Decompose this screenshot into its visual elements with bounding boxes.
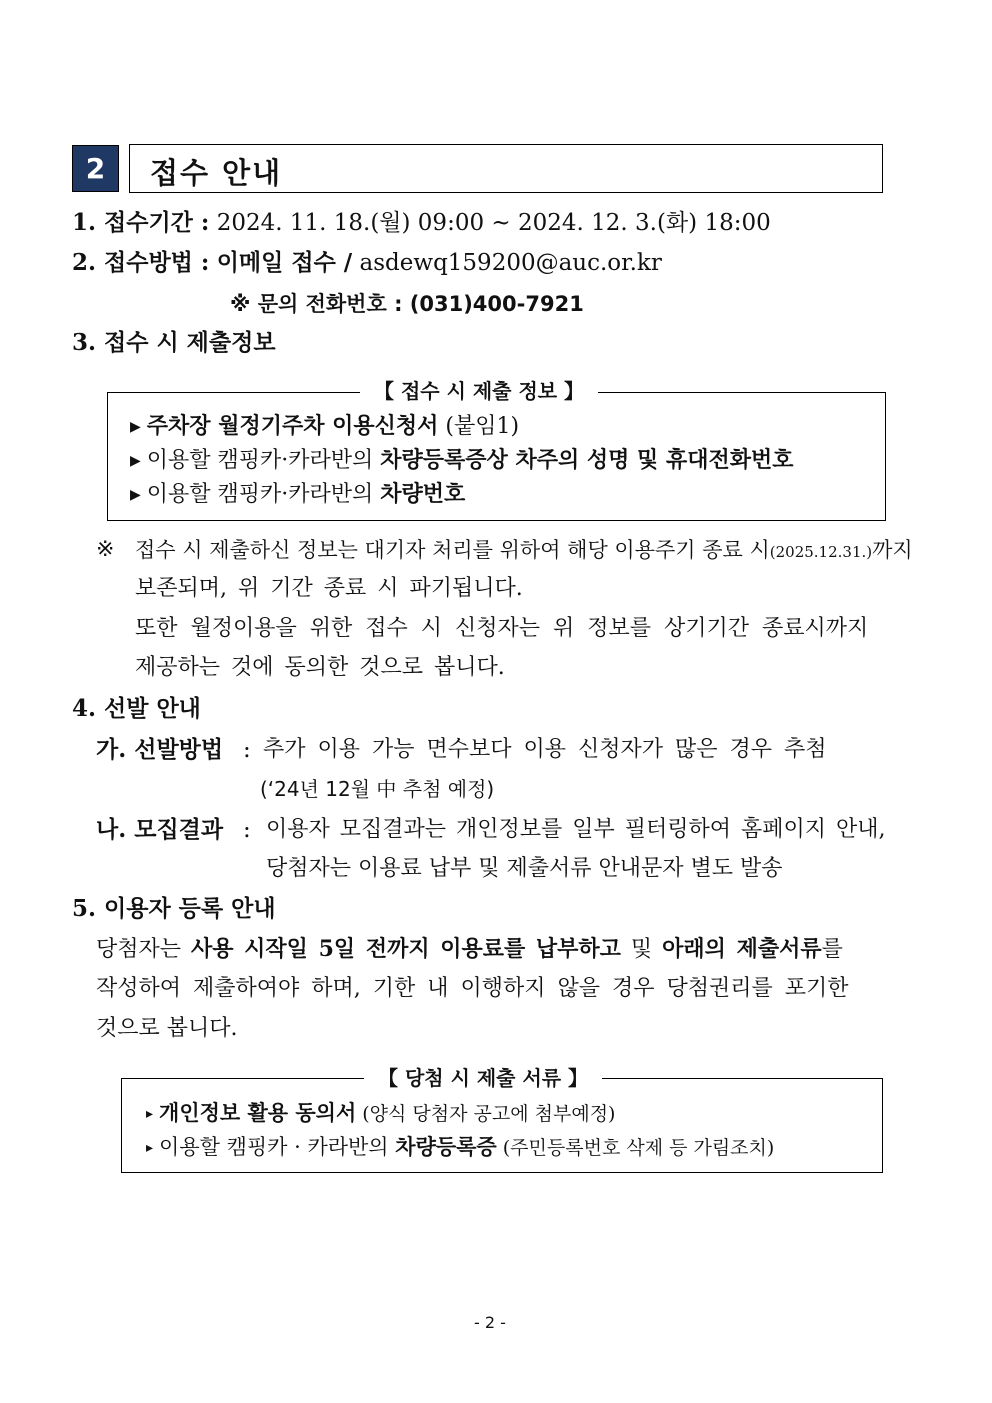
retention-note-end: 까지 (872, 538, 913, 562)
section-title-box (129, 144, 883, 193)
small-triangle-bullet-icon: ▸ (146, 1140, 154, 1156)
registration-emphasis: 아래의 제출서류 (662, 936, 822, 962)
small-triangle-bullet-icon: ▸ (146, 1106, 154, 1122)
selection-heading: 4. 선발 안내 (72, 695, 201, 722)
reception-email-link[interactable]: asdewq159200@auc.or.kr (359, 250, 662, 276)
submission-info-heading: 3. 접수 시 제출정보 (72, 329, 276, 356)
submission-info-item-suffix: (붙임1) (445, 414, 520, 439)
registration-paragraph-line: 작성하여 제출하여야 하며, 기한 내 이행하지 않을 경우 당첨권리를 포기한 (96, 976, 849, 1001)
winner-documents-item-text: 차량등록증 (395, 1134, 497, 1159)
winner-documents-item (146, 1098, 615, 1129)
winner-documents-box-title: 【 당첨 시 제출 서류 】 (364, 1063, 602, 1093)
reception-method-line (72, 248, 662, 278)
reception-period-line (72, 208, 771, 238)
submission-info-item (130, 445, 793, 476)
registration-text: 를 (821, 937, 843, 962)
recruit-result-text: 이용자 모집결과는 개인정보를 일부 필터링하여 홈페이지 안내, (266, 817, 886, 842)
recruit-result-label: 나. 모집결과 (96, 816, 224, 843)
submission-info-item-prefix: 이용할 캠핑카·카라반의 (146, 482, 381, 507)
registration-paragraph-line: 것으로 봅니다. (96, 1016, 238, 1041)
retention-note-text: 접수 시 제출하신 정보는 대기자 처리를 위하여 해당 이용주기 종료 시 (135, 538, 770, 562)
reception-period-value: 2024. 11. 18.(월) 09:00 ~ 2024. 12. 3.(화) 18:00 (216, 210, 771, 236)
recruit-result-text-2: 당첨자는 이용료 납부 및 제출서류 안내문자 별도 발송 (266, 856, 783, 881)
page-number: - 2 - (474, 1313, 506, 1332)
retention-note-date: (2025.12.31.) (769, 543, 873, 561)
submission-info-item-text: 차량등록증상 차주의 성명 및 휴대전화번호 (380, 447, 794, 473)
reception-method-label: 2. 접수방법 : (72, 249, 210, 276)
winner-documents-item-suffix: (주민등록번호 삭제 등 가림조치) (496, 1137, 775, 1159)
winner-documents-item-prefix: 이용할 캠핑카 · 카라반의 (159, 1135, 396, 1159)
selection-method-colon: : (243, 737, 251, 763)
triangle-bullet-icon: ▶ (130, 419, 141, 435)
selection-method-text: 추가 이용 가능 면수보다 이용 신청자가 많은 경우 추첨 (263, 737, 827, 762)
submission-info-item-text: 주차장 월정기주차 이용신청서 (146, 413, 439, 439)
submission-info-item (130, 411, 519, 442)
selection-method-label: 가. 선발방법 (96, 736, 224, 763)
section-number: 2 (85, 152, 106, 185)
triangle-bullet-icon: ▶ (130, 453, 141, 469)
retention-note-line: 또한 월정이용을 위한 접수 시 신청자는 위 정보를 상기기간 종료시까지 (135, 616, 869, 641)
submission-info-item (130, 479, 465, 510)
registration-text: 당첨자는 (96, 937, 192, 962)
reception-period-label: 1. 접수기간 : (72, 209, 210, 236)
reception-method-value: 이메일 접수 / (216, 249, 353, 276)
winner-documents-item-text: 개인정보 활용 동의서 (159, 1100, 357, 1125)
registration-text: 및 (620, 937, 663, 962)
submission-info-item-prefix: 이용할 캠핑카·카라반의 (146, 448, 381, 473)
recruit-result-colon: : (243, 817, 251, 843)
triangle-bullet-icon: ▶ (130, 487, 141, 503)
selection-method-note: (‘24년 12월 中 추첨 예정) (260, 777, 495, 801)
retention-note-mark: ※ (96, 537, 115, 562)
retention-note-line: 제공하는 것에 동의한 것으로 봅니다. (135, 655, 505, 680)
retention-note-line: 보존되며, 위 기간 종료 시 파기됩니다. (135, 576, 523, 601)
winner-documents-item-suffix: (양식 당첨자 공고에 첨부예정) (356, 1103, 616, 1125)
contact-phone-note: ※ 문의 전화번호 : (031)400-7921 (230, 292, 584, 316)
retention-note-line (135, 535, 913, 567)
registration-paragraph-line (96, 934, 843, 965)
registration-heading: 5. 이용자 등록 안내 (72, 895, 276, 922)
winner-documents-item (146, 1132, 774, 1163)
section-title: 접수 안내 (150, 156, 283, 190)
submission-info-item-text: 차량번호 (380, 481, 466, 507)
registration-emphasis: 사용 시작일 5일 전까지 이용료를 납부하고 (191, 936, 621, 962)
section-number-badge (72, 145, 119, 192)
submission-info-box-title: 【 접수 시 제출 정보 】 (360, 376, 598, 406)
